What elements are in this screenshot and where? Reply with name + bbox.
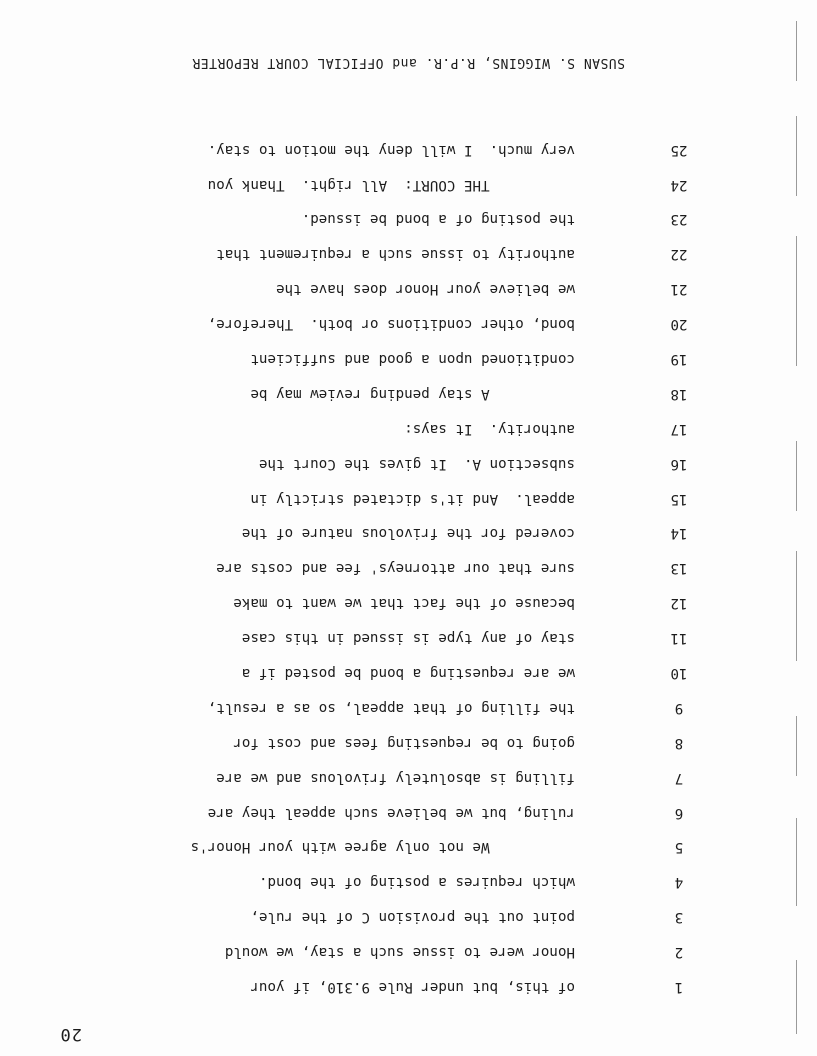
transcript-line <box>0 411 817 446</box>
line-text: authority. It says: <box>404 420 575 437</box>
transcript-line <box>0 725 817 760</box>
transcript-line <box>0 795 817 830</box>
line-text: we are requesting a bond be posted if a <box>241 664 575 681</box>
line-number: 20 <box>670 316 688 333</box>
transcript-line <box>0 481 817 516</box>
line-number: 16 <box>670 455 688 472</box>
line-text: the filling of that appeal, so as a result, <box>207 699 575 716</box>
transcript-line <box>0 271 817 306</box>
line-text: stay of any type is issued in this case <box>241 630 575 647</box>
transcript-line <box>0 899 817 934</box>
transcript-line <box>0 306 817 341</box>
transcript-line <box>0 167 817 202</box>
line-text: we believe your Honor does have the <box>276 281 575 298</box>
transcript-line <box>0 585 817 620</box>
line-text: subsection A. It gives the Court the <box>258 455 575 472</box>
line-text: conditioned upon a good and sufficient <box>250 350 575 367</box>
transcript-lines <box>0 132 817 1004</box>
transcript-line <box>0 830 817 865</box>
line-number: 10 <box>670 664 688 681</box>
line-number: 19 <box>670 350 688 367</box>
line-number: 9 <box>674 699 684 716</box>
line-text: sure that our attorneys' fee and costs are <box>216 560 575 577</box>
line-text: A stay pending review may be <box>250 385 575 402</box>
line-number: 24 <box>670 176 688 193</box>
transcript-line <box>0 760 817 795</box>
line-text: which requires a posting of the bond. <box>258 874 575 891</box>
line-number: 2 <box>674 944 684 961</box>
court-reporter-footer: SUSAN S. WIGGINS, R.P.R. and OFFICIAL COURT REPORTER <box>192 55 625 70</box>
line-number: 21 <box>670 281 688 298</box>
line-number: 11 <box>670 630 688 647</box>
line-number: 25 <box>670 141 688 158</box>
line-text: Honor were to issue such a stay, we would <box>224 944 575 961</box>
line-text: bond, other conditions or both. Therefore, <box>207 316 575 333</box>
transcript-line <box>0 620 817 655</box>
line-number: 6 <box>674 804 684 821</box>
line-text: ruling, but we believe such appeal they are <box>207 804 575 821</box>
line-text: filling is absolutely frivolous and we are <box>216 769 575 786</box>
transcript-line <box>0 655 817 690</box>
transcript-line <box>0 969 817 1004</box>
transcript-line <box>0 446 817 481</box>
line-number: 3 <box>674 909 684 926</box>
transcript-line <box>0 864 817 899</box>
transcript-line <box>0 516 817 551</box>
line-text: because of the fact that we want to make <box>233 595 575 612</box>
transcript-line <box>0 341 817 376</box>
line-number: 7 <box>674 769 684 786</box>
line-text: very much. I will deny the motion to stay. <box>207 141 575 158</box>
line-number: 22 <box>670 246 688 263</box>
line-number: 8 <box>674 734 684 751</box>
line-number: 14 <box>670 525 688 542</box>
line-text: We not only agree with your Honor's <box>190 839 575 856</box>
transcript-line <box>0 690 817 725</box>
line-number: 13 <box>670 560 688 577</box>
line-text: covered for the frivolous nature of the <box>241 525 575 542</box>
line-number: 23 <box>670 211 688 228</box>
line-number: 17 <box>670 420 688 437</box>
line-number: 12 <box>670 595 688 612</box>
line-number: 5 <box>674 839 684 856</box>
line-number: 4 <box>674 874 684 891</box>
line-text: of this, but under Rule 9.310, if your <box>250 979 575 995</box>
line-number: 15 <box>670 490 688 507</box>
line-text: appeal. And it's dictated strictly in <box>250 490 575 507</box>
line-text: going to be requesting fees and cost for <box>233 734 575 751</box>
transcript-line <box>0 236 817 271</box>
line-number: 18 <box>670 385 688 402</box>
transcript-line <box>0 550 817 585</box>
transcript-line <box>0 934 817 969</box>
transcript-line <box>0 376 817 411</box>
line-text: the posting of a bond be issued. <box>301 211 575 228</box>
line-number: 1 <box>674 979 684 995</box>
page-number: 20 <box>59 1024 82 1044</box>
line-text: THE COURT: All right. Thank you <box>207 176 575 193</box>
line-text: point out the provision C of the rule, <box>250 909 575 926</box>
transcript-line <box>0 132 817 167</box>
transcript-line <box>0 202 817 237</box>
line-text: authority to issue such a requirement that <box>216 246 575 263</box>
